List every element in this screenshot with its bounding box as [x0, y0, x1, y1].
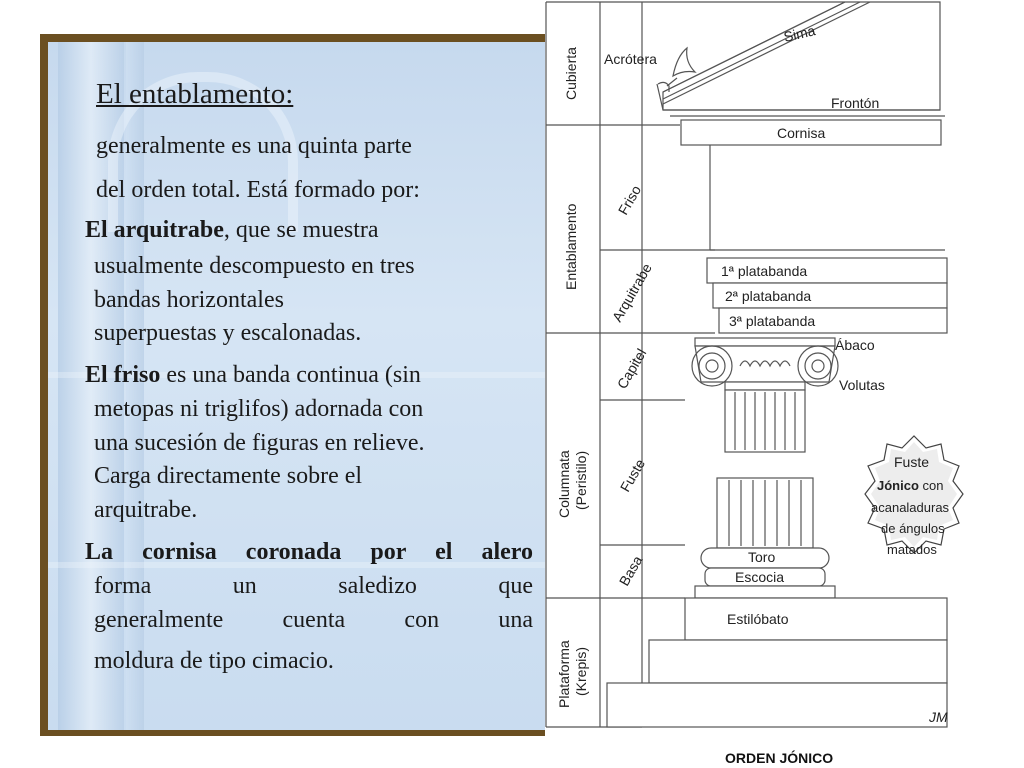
- friso-paragraph-line: una sucesión de figuras en relieve.: [94, 430, 425, 456]
- badge-line: de ángulos: [881, 521, 945, 536]
- friso-paragraph-line: metopas ni triglifos) adornada con: [94, 396, 424, 422]
- friso-paragraph-line: Carga directamente sobre el: [94, 463, 363, 489]
- label-toro: Toro: [748, 549, 776, 565]
- label-platabanda-3: 3ª platabanda: [729, 313, 816, 329]
- label-escocia: Escocia: [735, 569, 785, 585]
- friso-paragraph-line: [85, 359, 421, 392]
- stereobate-step: [649, 640, 947, 683]
- label-acrotera: Acrótera: [604, 51, 657, 67]
- label-krepis: (Krepis): [573, 646, 589, 696]
- signature: JM: [929, 709, 948, 725]
- arquitrabe-paragraph-line: superpuestas y escalonadas.: [94, 320, 362, 346]
- cornisa-paragraph-line: generalmente cuenta con una: [94, 607, 533, 633]
- label-plataforma: Plataforma: [556, 640, 572, 708]
- label-basa: Basa: [615, 552, 646, 589]
- column-shaft-lower: [717, 478, 813, 548]
- cornisa-term: La cornisa coronada por el alero: [85, 539, 533, 565]
- label-friso: Friso: [614, 182, 645, 218]
- badge-line: acanaladuras: [871, 500, 950, 515]
- diagram-caption: ORDEN JÓNICO: [725, 750, 834, 766]
- label-sima: Sima: [782, 22, 817, 45]
- badge-line: [877, 478, 943, 493]
- badge-line: Fuste: [894, 454, 930, 470]
- fuste-jonico-badge: [865, 436, 963, 557]
- plinth: [695, 586, 835, 598]
- arquitrabe-paragraph-line: [85, 214, 379, 247]
- friso-paragraph-line: arquitrabe.: [94, 497, 198, 523]
- label-estilobato: Estilóbato: [727, 611, 789, 627]
- label-columnata: Columnata: [556, 450, 572, 518]
- estilobato-step: [685, 598, 947, 640]
- slide-title: El entablamento:: [96, 78, 294, 110]
- arquitrabe-term: El arquitrabe: [85, 217, 224, 243]
- label-entablamento: Entablamento: [563, 203, 579, 290]
- badge-line: matados: [887, 542, 937, 557]
- label-cubierta: Cubierta: [563, 47, 579, 100]
- cornisa-paragraph-line: forma un saledizo que: [94, 573, 533, 599]
- friso-term: El friso: [85, 362, 161, 388]
- label-fuste: Fuste: [616, 456, 649, 495]
- badge-rest: con: [918, 478, 944, 493]
- stereobate-step-lower: [607, 683, 947, 727]
- label-volutas: Volutas: [839, 377, 885, 393]
- cornisa-paragraph-line: moldura de tipo cimacio.: [94, 648, 334, 674]
- intro-line: del orden total. Está formado por:: [96, 177, 420, 203]
- label-platabanda-1: 1ª platabanda: [721, 263, 808, 279]
- arquitrabe-paragraph-line: usualmente descompuesto en tres: [94, 253, 415, 279]
- arquitrabe-paragraph-line: bandas horizontales: [94, 287, 284, 313]
- pediment: [657, 2, 940, 110]
- label-capitel: Capitel: [613, 345, 650, 392]
- column-shaft-upper: [725, 390, 805, 452]
- label-platabanda-2: 2ª platabanda: [725, 288, 812, 304]
- acroterion-ornament: [673, 48, 695, 76]
- label-abaco: Ábaco: [835, 337, 875, 353]
- ionic-capital: [692, 338, 838, 390]
- label-cornisa: Cornisa: [777, 125, 826, 141]
- arquitrabe-text: , que se muestra: [223, 217, 379, 243]
- friso-text: es una banda continua (sin: [160, 362, 421, 388]
- label-fronton: Frontón: [831, 95, 880, 111]
- intro-line: generalmente es una quinta parte: [96, 133, 412, 159]
- label-arquitrabe: Arquitrabe: [608, 260, 655, 325]
- badge-bold: Jónico: [877, 478, 919, 493]
- ionic-order-diagram: [545, 0, 985, 768]
- label-peristilo: (Peristilo): [573, 450, 589, 510]
